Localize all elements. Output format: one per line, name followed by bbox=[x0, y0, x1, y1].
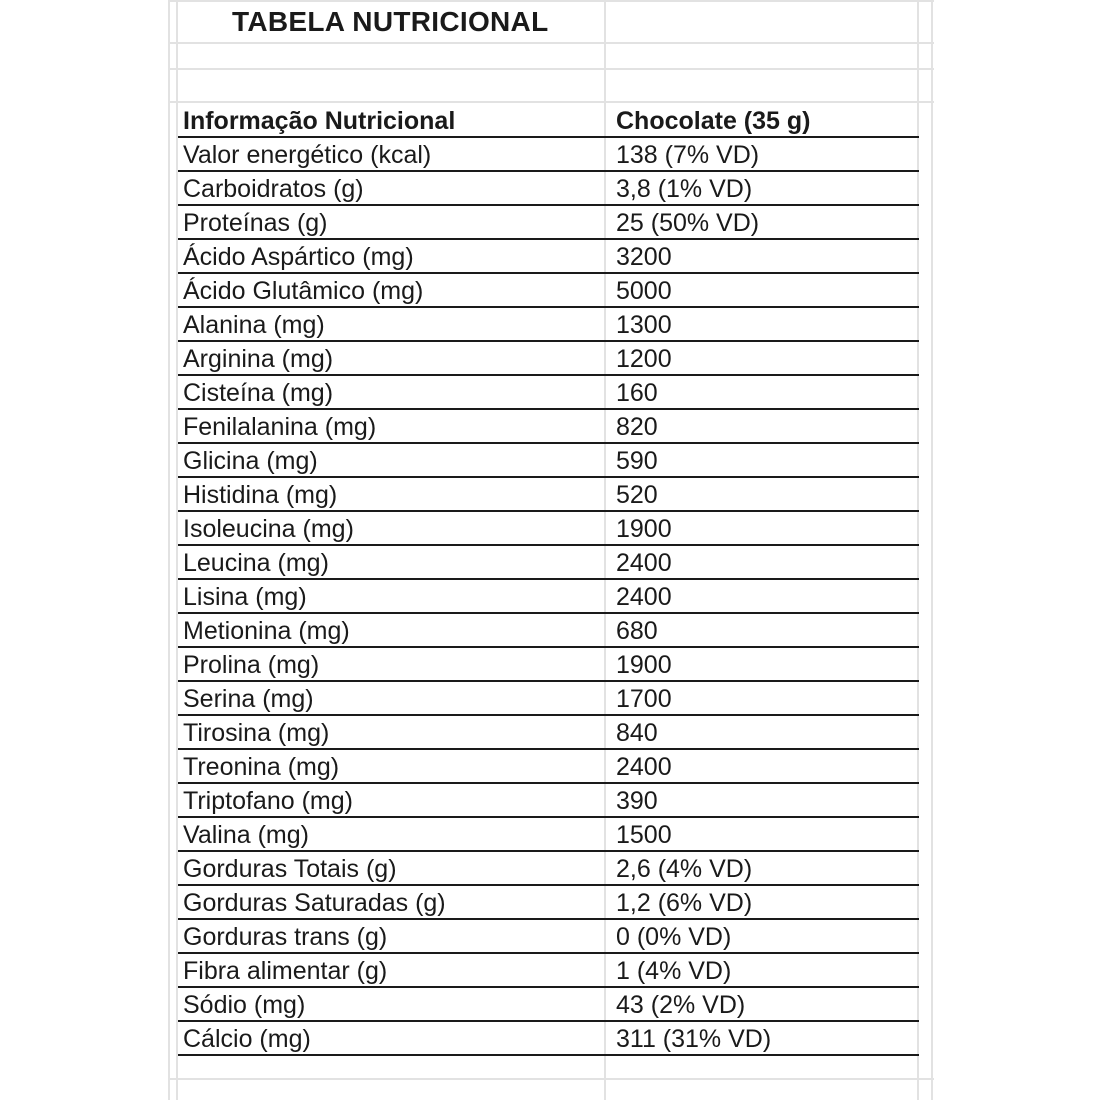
table-row bbox=[178, 172, 919, 206]
value-cell[interactable]: 1500 bbox=[616, 821, 672, 849]
grid-line bbox=[168, 42, 934, 44]
grid-line bbox=[931, 0, 933, 1100]
table-row bbox=[178, 240, 919, 274]
table-row bbox=[178, 308, 919, 342]
value-cell[interactable]: 520 bbox=[616, 481, 658, 509]
nutrient-cell[interactable]: Metionina (mg) bbox=[183, 617, 350, 645]
nutrient-cell[interactable]: Prolina (mg) bbox=[183, 651, 320, 679]
table-row bbox=[178, 682, 919, 716]
nutrient-cell[interactable]: Isoleucina (mg) bbox=[183, 515, 354, 543]
table-body bbox=[178, 138, 919, 1056]
nutrient-cell[interactable]: Alanina (mg) bbox=[183, 311, 325, 339]
table-row bbox=[178, 852, 919, 886]
table-row bbox=[178, 138, 919, 172]
value-cell[interactable]: 1200 bbox=[616, 345, 672, 373]
table-row bbox=[178, 410, 919, 444]
grid-line bbox=[168, 1078, 934, 1080]
value-cell[interactable]: 390 bbox=[616, 787, 658, 815]
nutrient-cell[interactable]: Cálcio (mg) bbox=[183, 1025, 311, 1053]
value-cell[interactable]: 25 (50% VD) bbox=[616, 209, 760, 237]
value-cell[interactable]: 311 (31% VD) bbox=[616, 1025, 772, 1053]
value-cell[interactable]: 3200 bbox=[616, 243, 672, 271]
nutrient-cell[interactable]: Leucina (mg) bbox=[183, 549, 329, 577]
table-row bbox=[178, 784, 919, 818]
table-row bbox=[178, 648, 919, 682]
table-header-row bbox=[178, 104, 919, 138]
nutrient-cell[interactable]: Fenilalanina (mg) bbox=[183, 413, 377, 441]
header-cell-product[interactable]: Chocolate (35 g) bbox=[616, 107, 811, 135]
nutrition-table bbox=[178, 104, 919, 1056]
nutrient-cell[interactable]: Valor energético (kcal) bbox=[183, 141, 432, 169]
nutrient-cell[interactable]: Arginina (mg) bbox=[183, 345, 334, 373]
nutrient-cell[interactable]: Gorduras Saturadas (g) bbox=[183, 889, 446, 917]
value-cell[interactable]: 5000 bbox=[616, 277, 672, 305]
table-row bbox=[178, 376, 919, 410]
nutrient-cell[interactable]: Gorduras Totais (g) bbox=[183, 855, 397, 883]
value-cell[interactable]: 820 bbox=[616, 413, 658, 441]
table-row bbox=[178, 614, 919, 648]
table-title: TABELA NUTRICIONAL bbox=[232, 6, 549, 37]
table-row bbox=[178, 886, 919, 920]
value-cell[interactable]: 43 (2% VD) bbox=[616, 991, 746, 1019]
table-row bbox=[178, 750, 919, 784]
grid-line bbox=[168, 101, 934, 103]
nutrient-cell[interactable]: Fibra alimentar (g) bbox=[183, 957, 388, 985]
table-row bbox=[178, 206, 919, 240]
table-row bbox=[178, 954, 919, 988]
value-cell[interactable]: 160 bbox=[616, 379, 658, 407]
nutrient-cell[interactable]: Treonina (mg) bbox=[183, 753, 340, 781]
nutrient-cell[interactable]: Histidina (mg) bbox=[183, 481, 338, 509]
value-cell[interactable]: 1,2 (6% VD) bbox=[616, 889, 753, 917]
value-cell[interactable]: 1900 bbox=[616, 651, 672, 679]
table-row bbox=[178, 444, 919, 478]
grid-line bbox=[168, 0, 170, 1100]
nutrient-cell[interactable]: Triptofano (mg) bbox=[183, 787, 353, 815]
table-row bbox=[178, 1022, 919, 1056]
table-row bbox=[178, 988, 919, 1022]
nutrient-cell[interactable]: Proteínas (g) bbox=[183, 209, 328, 237]
nutrient-cell[interactable]: Carboidratos (g) bbox=[183, 175, 364, 203]
value-cell[interactable]: 2400 bbox=[616, 753, 672, 781]
nutrient-cell[interactable]: Valina (mg) bbox=[183, 821, 309, 849]
value-cell[interactable]: 138 (7% VD) bbox=[616, 141, 760, 169]
value-cell[interactable]: 3,8 (1% VD) bbox=[616, 175, 753, 203]
value-cell[interactable]: 2400 bbox=[616, 583, 672, 611]
value-cell[interactable]: 1900 bbox=[616, 515, 672, 543]
nutrient-cell[interactable]: Serina (mg) bbox=[183, 685, 314, 713]
value-cell[interactable]: 0 (0% VD) bbox=[616, 923, 732, 951]
value-cell[interactable]: 680 bbox=[616, 617, 658, 645]
nutrient-cell[interactable]: Lisina (mg) bbox=[183, 583, 307, 611]
table-row bbox=[178, 818, 919, 852]
table-row bbox=[178, 920, 919, 954]
table-row bbox=[178, 546, 919, 580]
table-row bbox=[178, 478, 919, 512]
nutrient-cell[interactable]: Glicina (mg) bbox=[183, 447, 318, 475]
grid-line bbox=[168, 68, 934, 70]
value-cell[interactable]: 840 bbox=[616, 719, 658, 747]
table-row bbox=[178, 580, 919, 614]
value-cell[interactable]: 1 (4% VD) bbox=[616, 957, 732, 985]
table-row bbox=[178, 512, 919, 546]
table-row bbox=[178, 716, 919, 750]
value-cell[interactable]: 2400 bbox=[616, 549, 672, 577]
nutrient-cell[interactable]: Ácido Aspártico (mg) bbox=[183, 243, 414, 271]
nutrient-cell[interactable]: Ácido Glutâmico (mg) bbox=[183, 277, 424, 305]
value-cell[interactable]: 1300 bbox=[616, 311, 672, 339]
nutrient-cell[interactable]: Gorduras trans (g) bbox=[183, 923, 388, 951]
table-row bbox=[178, 342, 919, 376]
value-cell[interactable]: 2,6 (4% VD) bbox=[616, 855, 753, 883]
header-cell-info[interactable]: Informação Nutricional bbox=[183, 107, 456, 135]
nutrient-cell[interactable]: Cisteína (mg) bbox=[183, 379, 334, 407]
nutrient-cell[interactable]: Sódio (mg) bbox=[183, 991, 306, 1019]
grid-line bbox=[168, 0, 934, 2]
value-cell[interactable]: 1700 bbox=[616, 685, 672, 713]
value-cell[interactable]: 590 bbox=[616, 447, 658, 475]
nutrient-cell[interactable]: Tirosina (mg) bbox=[183, 719, 330, 747]
table-row bbox=[178, 274, 919, 308]
